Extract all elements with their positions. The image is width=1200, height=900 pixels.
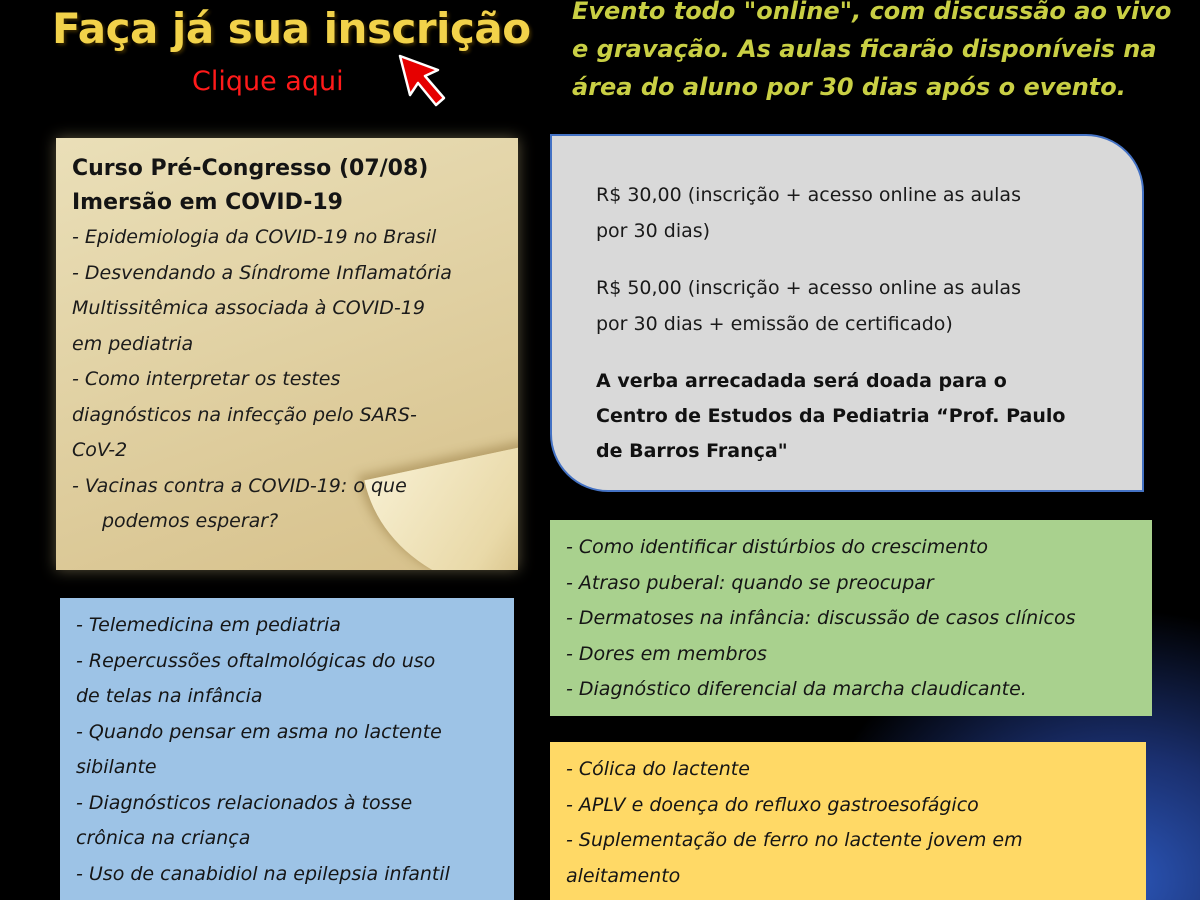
topic-line: - Vacinas contra a COVID-19: o que [72, 474, 407, 497]
topic-line: aleitamento [566, 864, 681, 887]
topics-box-orange [550, 742, 1146, 900]
topic-line: - Telemedicina em pediatria [76, 614, 341, 636]
topic-line: diagnósticos na infecção pelo SARS- [72, 403, 417, 426]
topics-box-blue [60, 598, 514, 900]
donation-note-line: de Barros França" [596, 440, 788, 462]
topic-line: - Dores em membros [566, 642, 767, 665]
signup-link[interactable]: Clique aqui [192, 66, 344, 97]
event-info [572, 0, 1192, 106]
topic-line: CoV-2 [72, 439, 128, 461]
event-info-line: Evento todo "online", com discussão ao vivo [572, 0, 1172, 25]
topic-line: - Como identificar distúrbios do crescimento [566, 536, 989, 558]
topic-line: crônica na criança [76, 827, 251, 849]
price-option-line: R$ 30,00 (inscrição + acesso online as aulas [596, 184, 1021, 206]
topic-line: de telas na infância [76, 685, 263, 707]
topic-line: - Cólica do lactente [566, 758, 750, 780]
topic-line: - APLV e doença do refluxo gastroesofágico [566, 793, 979, 816]
topic-line: - Quando pensar em asma no lactente [76, 720, 442, 743]
topic-line: - Uso de canabidiol na epilepsia infantil [76, 862, 450, 885]
page-title: Faça já sua inscrição [52, 4, 531, 53]
topic-line: - Dermatoses na infância: discussão de casos clínicos [566, 607, 1076, 629]
price-option-line: por 30 dias + emissão de certificado) [596, 312, 953, 335]
cursor-arrow-icon[interactable] [394, 52, 454, 112]
pricing-box [550, 134, 1144, 492]
donation-note-line: A verba arrecadada será doada para o [596, 370, 1007, 392]
topic-line: - Diagnósticos relacionados à tosse [76, 791, 413, 814]
topic-line: podemos esperar? [102, 510, 279, 532]
precongress-subheading: Imersão em COVID-19 [72, 190, 343, 215]
precongress-heading: Curso Pré-Congresso (07/08) [72, 156, 429, 181]
topic-line: em pediatria [72, 332, 194, 355]
topic-line: - Repercussões oftalmológicas do uso [76, 649, 436, 672]
price-option-line: por 30 dias) [596, 219, 711, 242]
event-info-line: e gravação. As aulas ficarão disponíveis na [572, 35, 1157, 63]
topic-line: Multissitêmica associada à COVID-19 [72, 297, 425, 319]
topic-line: sibilante [76, 756, 157, 778]
topic-line: - Atraso puberal: quando se preocupar [566, 571, 934, 594]
donation-note-line: Centro de Estudos da Pediatria “Prof. Paulo [596, 405, 1066, 427]
topic-line: - Diagnóstico diferencial da marcha claudicante. [566, 678, 1027, 700]
event-info-line: área do aluno por 30 dias após o evento. [572, 73, 1126, 101]
precongress-course-box [56, 138, 518, 570]
topics-box-green [550, 520, 1152, 716]
topic-line: - Epidemiologia da COVID-19 no Brasil [72, 226, 437, 248]
topic-line: - Como interpretar os testes [72, 368, 341, 390]
topic-line: - Desvendando a Síndrome Inflamatória [72, 261, 452, 284]
price-option-line: R$ 50,00 (inscrição + acesso online as aulas [596, 277, 1021, 299]
topic-line: - Suplementação de ferro no lactente jovem em [566, 829, 1023, 851]
